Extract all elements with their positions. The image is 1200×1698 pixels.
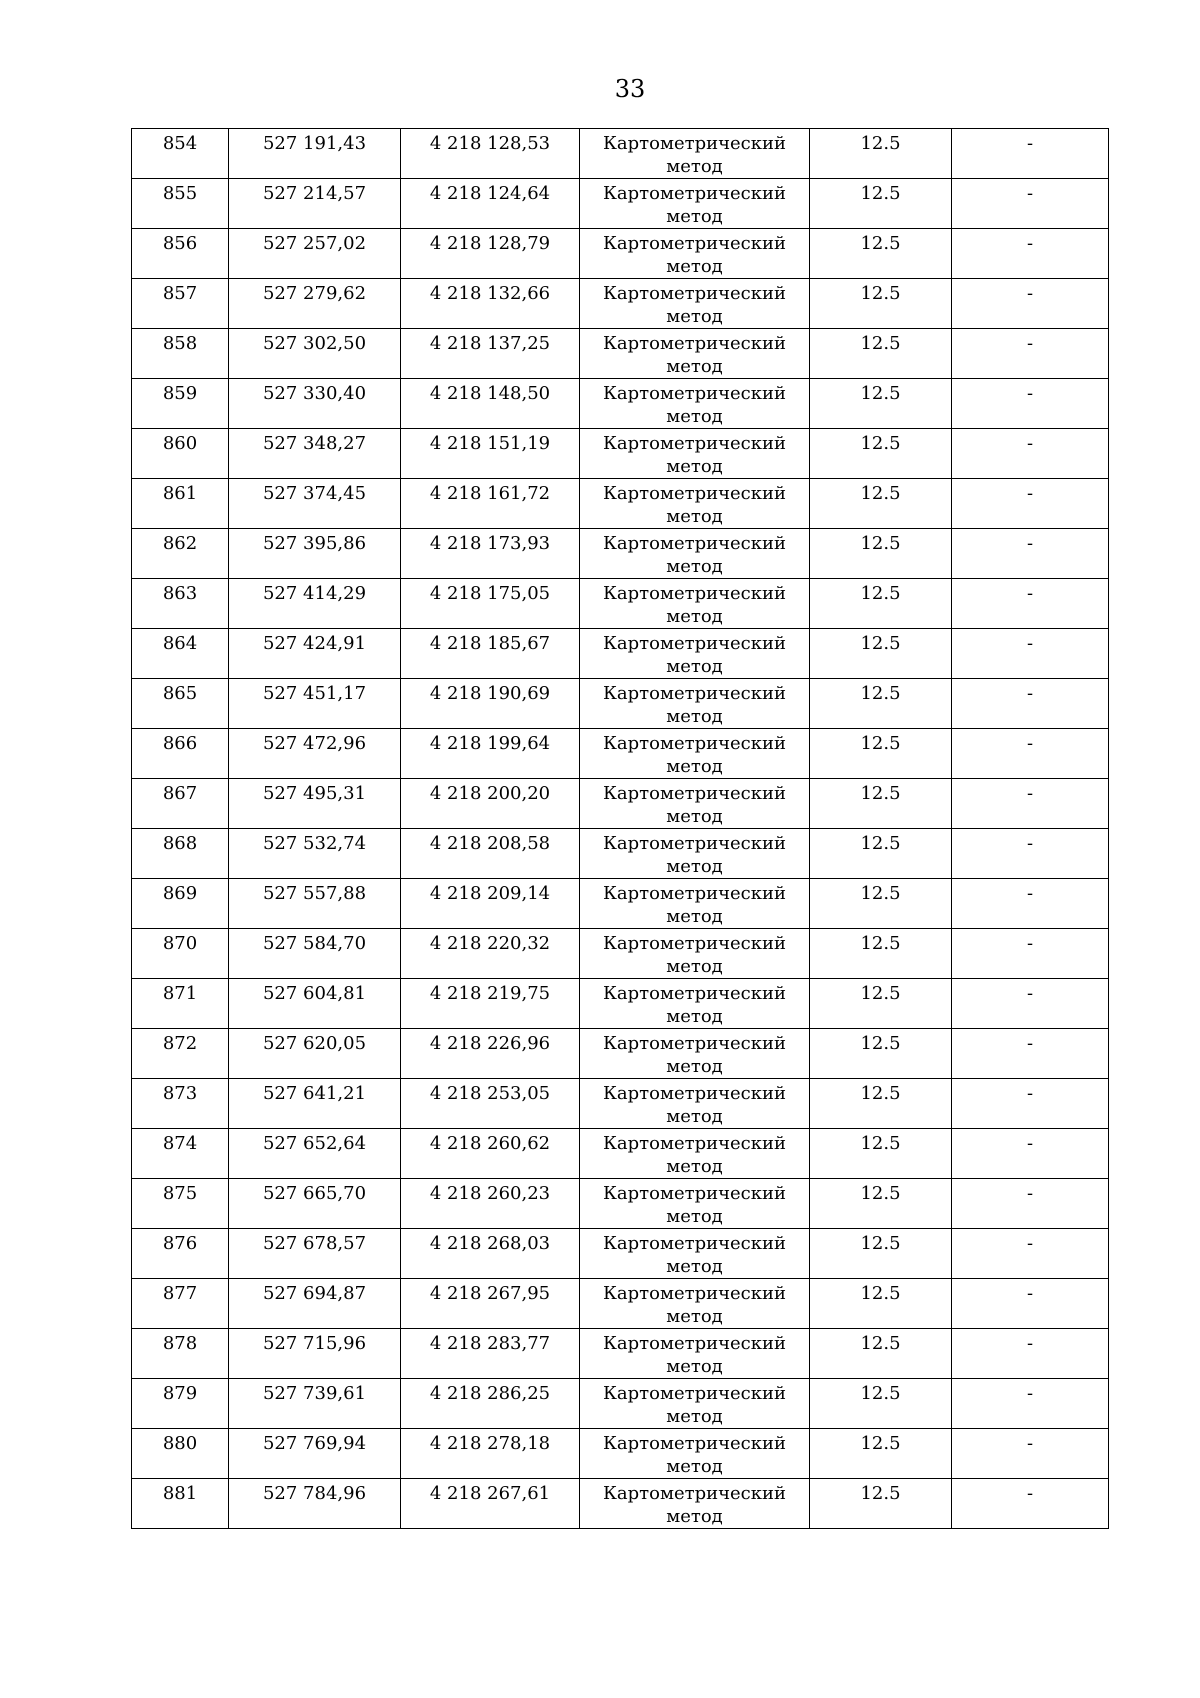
- method-cell: [580, 1279, 810, 1329]
- point-number-cell: 862: [132, 529, 229, 579]
- method-text-line2: метод: [666, 1456, 723, 1477]
- method-text-line2: метод: [666, 1506, 723, 1527]
- note-cell: -: [952, 1129, 1109, 1179]
- point-number-cell: 873: [132, 1079, 229, 1129]
- point-number-cell: 869: [132, 879, 229, 929]
- method-cell: [580, 1029, 810, 1079]
- method-text-line2: метод: [666, 656, 723, 677]
- table-row: [132, 929, 1109, 979]
- x-coordinate-cell: 527 302,50: [229, 329, 401, 379]
- y-coordinate-cell: 4 218 283,77: [401, 1329, 580, 1379]
- method-text-line2: метод: [666, 206, 723, 227]
- method-text-line1: Картометрический: [603, 1483, 786, 1504]
- x-coordinate-cell: 527 257,02: [229, 229, 401, 279]
- accuracy-cell: 12.5: [810, 679, 952, 729]
- y-coordinate-cell: 4 218 132,66: [401, 279, 580, 329]
- x-coordinate-cell: 527 557,88: [229, 879, 401, 929]
- accuracy-cell: 12.5: [810, 129, 952, 179]
- point-number-cell: 865: [132, 679, 229, 729]
- point-number-cell: 860: [132, 429, 229, 479]
- accuracy-cell: 12.5: [810, 779, 952, 829]
- note-cell: -: [952, 579, 1109, 629]
- table-row: [132, 979, 1109, 1029]
- method-cell: [580, 1229, 810, 1279]
- method-cell: [580, 279, 810, 329]
- note-cell: -: [952, 379, 1109, 429]
- accuracy-cell: 12.5: [810, 479, 952, 529]
- method-text-line2: метод: [666, 406, 723, 427]
- method-cell: [580, 329, 810, 379]
- point-number-cell: 857: [132, 279, 229, 329]
- table-row: [132, 179, 1109, 229]
- method-text-line1: Картометрический: [603, 383, 786, 404]
- note-cell: -: [952, 1429, 1109, 1479]
- method-text-line2: метод: [666, 1306, 723, 1327]
- method-cell: [580, 829, 810, 879]
- x-coordinate-cell: 527 330,40: [229, 379, 401, 429]
- accuracy-cell: 12.5: [810, 1279, 952, 1329]
- method-cell: [580, 1129, 810, 1179]
- y-coordinate-cell: 4 218 190,69: [401, 679, 580, 729]
- x-coordinate-cell: 527 665,70: [229, 1179, 401, 1229]
- x-coordinate-cell: 527 348,27: [229, 429, 401, 479]
- table-row: [132, 1329, 1109, 1379]
- point-number-cell: 866: [132, 729, 229, 779]
- method-text-line2: метод: [666, 756, 723, 777]
- accuracy-cell: 12.5: [810, 1079, 952, 1129]
- table-row: [132, 1229, 1109, 1279]
- y-coordinate-cell: 4 218 137,25: [401, 329, 580, 379]
- y-coordinate-cell: 4 218 124,64: [401, 179, 580, 229]
- y-coordinate-cell: 4 218 161,72: [401, 479, 580, 529]
- method-text-line1: Картометрический: [603, 1383, 786, 1404]
- method-cell: [580, 1179, 810, 1229]
- method-text-line1: Картометрический: [603, 483, 786, 504]
- note-cell: -: [952, 729, 1109, 779]
- point-number-cell: 867: [132, 779, 229, 829]
- accuracy-cell: 12.5: [810, 429, 952, 479]
- point-number-cell: 858: [132, 329, 229, 379]
- x-coordinate-cell: 527 652,64: [229, 1129, 401, 1179]
- method-cell: [580, 1479, 810, 1529]
- method-text-line1: Картометрический: [603, 683, 786, 704]
- method-text-line1: Картометрический: [603, 633, 786, 654]
- coordinates-table-body: [132, 129, 1109, 1529]
- method-text-line1: Картометрический: [603, 583, 786, 604]
- method-cell: [580, 229, 810, 279]
- method-text-line1: Картометрический: [603, 833, 786, 854]
- table-row: [132, 1429, 1109, 1479]
- point-number-cell: 875: [132, 1179, 229, 1229]
- note-cell: -: [952, 829, 1109, 879]
- method-text-line2: метод: [666, 306, 723, 327]
- x-coordinate-cell: 527 424,91: [229, 629, 401, 679]
- point-number-cell: 874: [132, 1129, 229, 1179]
- method-text-line2: метод: [666, 256, 723, 277]
- accuracy-cell: 12.5: [810, 179, 952, 229]
- method-text-line2: метод: [666, 1156, 723, 1177]
- point-number-cell: 868: [132, 829, 229, 879]
- table-row: [132, 379, 1109, 429]
- method-cell: [580, 679, 810, 729]
- point-number-cell: 880: [132, 1429, 229, 1479]
- y-coordinate-cell: 4 218 200,20: [401, 779, 580, 829]
- accuracy-cell: 12.5: [810, 229, 952, 279]
- method-text-line1: Картометрический: [603, 1083, 786, 1104]
- x-coordinate-cell: 527 769,94: [229, 1429, 401, 1479]
- accuracy-cell: 12.5: [810, 1329, 952, 1379]
- point-number-cell: 876: [132, 1229, 229, 1279]
- note-cell: -: [952, 979, 1109, 1029]
- table-row: [132, 1079, 1109, 1129]
- method-text-line2: метод: [666, 1256, 723, 1277]
- x-coordinate-cell: 527 495,31: [229, 779, 401, 829]
- method-cell: [580, 429, 810, 479]
- point-number-cell: 861: [132, 479, 229, 529]
- method-text-line1: Картометрический: [603, 433, 786, 454]
- method-text-line2: метод: [666, 606, 723, 627]
- y-coordinate-cell: 4 218 175,05: [401, 579, 580, 629]
- method-text-line2: метод: [666, 1106, 723, 1127]
- method-cell: [580, 1079, 810, 1129]
- note-cell: -: [952, 229, 1109, 279]
- method-text-line2: метод: [666, 556, 723, 577]
- accuracy-cell: 12.5: [810, 1179, 952, 1229]
- method-text-line1: Картометрический: [603, 783, 786, 804]
- note-cell: -: [952, 279, 1109, 329]
- method-text-line2: метод: [666, 1356, 723, 1377]
- table-row: [132, 279, 1109, 329]
- method-text-line1: Картометрический: [603, 283, 786, 304]
- note-cell: -: [952, 429, 1109, 479]
- method-text-line2: метод: [666, 456, 723, 477]
- x-coordinate-cell: 527 739,61: [229, 1379, 401, 1429]
- x-coordinate-cell: 527 584,70: [229, 929, 401, 979]
- method-text-line2: метод: [666, 156, 723, 177]
- y-coordinate-cell: 4 218 253,05: [401, 1079, 580, 1129]
- method-cell: [580, 1329, 810, 1379]
- method-text-line1: Картометрический: [603, 1133, 786, 1154]
- method-text-line1: Картометрический: [603, 733, 786, 754]
- accuracy-cell: 12.5: [810, 1129, 952, 1179]
- table-row: [132, 529, 1109, 579]
- y-coordinate-cell: 4 218 260,62: [401, 1129, 580, 1179]
- table-row: [132, 429, 1109, 479]
- accuracy-cell: 12.5: [810, 929, 952, 979]
- point-number-cell: 854: [132, 129, 229, 179]
- y-coordinate-cell: 4 218 128,53: [401, 129, 580, 179]
- table-row: [132, 129, 1109, 179]
- table-row: [132, 329, 1109, 379]
- y-coordinate-cell: 4 218 267,95: [401, 1279, 580, 1329]
- method-text-line2: метод: [666, 1006, 723, 1027]
- method-text-line2: метод: [666, 806, 723, 827]
- method-text-line1: Картометрический: [603, 933, 786, 954]
- y-coordinate-cell: 4 218 173,93: [401, 529, 580, 579]
- point-number-cell: 872: [132, 1029, 229, 1079]
- method-text-line1: Картометрический: [603, 983, 786, 1004]
- table-row: [132, 1129, 1109, 1179]
- y-coordinate-cell: 4 218 148,50: [401, 379, 580, 429]
- note-cell: -: [952, 1279, 1109, 1329]
- x-coordinate-cell: 527 191,43: [229, 129, 401, 179]
- table-row: [132, 1029, 1109, 1079]
- method-cell: [580, 929, 810, 979]
- accuracy-cell: 12.5: [810, 579, 952, 629]
- method-text-line1: Картометрический: [603, 883, 786, 904]
- note-cell: -: [952, 1479, 1109, 1529]
- x-coordinate-cell: 527 604,81: [229, 979, 401, 1029]
- method-cell: [580, 129, 810, 179]
- y-coordinate-cell: 4 218 209,14: [401, 879, 580, 929]
- x-coordinate-cell: 527 532,74: [229, 829, 401, 879]
- method-text-line1: Картометрический: [603, 1333, 786, 1354]
- accuracy-cell: 12.5: [810, 379, 952, 429]
- table-row: [132, 1379, 1109, 1429]
- accuracy-cell: 12.5: [810, 1229, 952, 1279]
- note-cell: -: [952, 1179, 1109, 1229]
- note-cell: -: [952, 179, 1109, 229]
- x-coordinate-cell: 527 395,86: [229, 529, 401, 579]
- y-coordinate-cell: 4 218 286,25: [401, 1379, 580, 1429]
- y-coordinate-cell: 4 218 128,79: [401, 229, 580, 279]
- accuracy-cell: 12.5: [810, 329, 952, 379]
- y-coordinate-cell: 4 218 260,23: [401, 1179, 580, 1229]
- table-row: [132, 229, 1109, 279]
- method-text-line2: метод: [666, 356, 723, 377]
- method-text-line2: метод: [666, 706, 723, 727]
- accuracy-cell: 12.5: [810, 1479, 952, 1529]
- accuracy-cell: 12.5: [810, 1029, 952, 1079]
- point-number-cell: 855: [132, 179, 229, 229]
- note-cell: -: [952, 529, 1109, 579]
- x-coordinate-cell: 527 641,21: [229, 1079, 401, 1129]
- y-coordinate-cell: 4 218 268,03: [401, 1229, 580, 1279]
- note-cell: -: [952, 1029, 1109, 1079]
- method-text-line2: метод: [666, 506, 723, 527]
- note-cell: -: [952, 1079, 1109, 1129]
- accuracy-cell: 12.5: [810, 729, 952, 779]
- method-text-line2: метод: [666, 906, 723, 927]
- method-cell: [580, 629, 810, 679]
- x-coordinate-cell: 527 414,29: [229, 579, 401, 629]
- accuracy-cell: 12.5: [810, 629, 952, 679]
- note-cell: -: [952, 779, 1109, 829]
- x-coordinate-cell: 527 678,57: [229, 1229, 401, 1279]
- method-text-line1: Картометрический: [603, 1033, 786, 1054]
- method-text-line1: Картометрический: [603, 233, 786, 254]
- accuracy-cell: 12.5: [810, 829, 952, 879]
- y-coordinate-cell: 4 218 220,32: [401, 929, 580, 979]
- point-number-cell: 877: [132, 1279, 229, 1329]
- method-cell: [580, 1379, 810, 1429]
- x-coordinate-cell: 527 620,05: [229, 1029, 401, 1079]
- table-row: [132, 579, 1109, 629]
- table-row: [132, 779, 1109, 829]
- method-text-line1: Картометрический: [603, 1183, 786, 1204]
- x-coordinate-cell: 527 784,96: [229, 1479, 401, 1529]
- table-row: [132, 879, 1109, 929]
- note-cell: -: [952, 129, 1109, 179]
- note-cell: -: [952, 629, 1109, 679]
- point-number-cell: 871: [132, 979, 229, 1029]
- table-row: [132, 1479, 1109, 1529]
- y-coordinate-cell: 4 218 219,75: [401, 979, 580, 1029]
- method-text-line1: Картометрический: [603, 183, 786, 204]
- point-number-cell: 881: [132, 1479, 229, 1529]
- table-row: [132, 1279, 1109, 1329]
- note-cell: -: [952, 1229, 1109, 1279]
- method-text-line1: Картометрический: [603, 133, 786, 154]
- x-coordinate-cell: 527 694,87: [229, 1279, 401, 1329]
- method-cell: [580, 179, 810, 229]
- method-text-line2: метод: [666, 956, 723, 977]
- method-cell: [580, 779, 810, 829]
- method-cell: [580, 379, 810, 429]
- method-cell: [580, 479, 810, 529]
- method-cell: [580, 579, 810, 629]
- method-cell: [580, 979, 810, 1029]
- note-cell: -: [952, 929, 1109, 979]
- method-text-line2: метод: [666, 1206, 723, 1227]
- table-row: [132, 479, 1109, 529]
- table-row: [132, 1179, 1109, 1229]
- y-coordinate-cell: 4 218 278,18: [401, 1429, 580, 1479]
- table-row: [132, 729, 1109, 779]
- method-text-line1: Картометрический: [603, 1233, 786, 1254]
- point-number-cell: 864: [132, 629, 229, 679]
- method-text-line1: Картометрический: [603, 1433, 786, 1454]
- x-coordinate-cell: 527 715,96: [229, 1329, 401, 1379]
- point-number-cell: 878: [132, 1329, 229, 1379]
- coordinates-table: [131, 128, 1109, 1529]
- method-cell: [580, 729, 810, 779]
- y-coordinate-cell: 4 218 267,61: [401, 1479, 580, 1529]
- note-cell: -: [952, 479, 1109, 529]
- method-text-line1: Картометрический: [603, 333, 786, 354]
- table-row: [132, 679, 1109, 729]
- point-number-cell: 856: [132, 229, 229, 279]
- accuracy-cell: 12.5: [810, 529, 952, 579]
- method-cell: [580, 879, 810, 929]
- method-text-line1: Картометрический: [603, 1283, 786, 1304]
- y-coordinate-cell: 4 218 151,19: [401, 429, 580, 479]
- method-cell: [580, 1429, 810, 1479]
- y-coordinate-cell: 4 218 185,67: [401, 629, 580, 679]
- point-number-cell: 879: [132, 1379, 229, 1429]
- table-row: [132, 629, 1109, 679]
- x-coordinate-cell: 527 472,96: [229, 729, 401, 779]
- table-row: [132, 829, 1109, 879]
- x-coordinate-cell: 527 214,57: [229, 179, 401, 229]
- accuracy-cell: 12.5: [810, 879, 952, 929]
- accuracy-cell: 12.5: [810, 979, 952, 1029]
- note-cell: -: [952, 879, 1109, 929]
- y-coordinate-cell: 4 218 208,58: [401, 829, 580, 879]
- note-cell: -: [952, 329, 1109, 379]
- note-cell: -: [952, 1329, 1109, 1379]
- method-text-line2: метод: [666, 856, 723, 877]
- point-number-cell: 863: [132, 579, 229, 629]
- note-cell: -: [952, 1379, 1109, 1429]
- note-cell: -: [952, 679, 1109, 729]
- y-coordinate-cell: 4 218 226,96: [401, 1029, 580, 1079]
- method-text-line2: метод: [666, 1056, 723, 1077]
- method-cell: [580, 529, 810, 579]
- x-coordinate-cell: 527 451,17: [229, 679, 401, 729]
- page-number: 33: [614, 75, 646, 103]
- y-coordinate-cell: 4 218 199,64: [401, 729, 580, 779]
- x-coordinate-cell: 527 374,45: [229, 479, 401, 529]
- accuracy-cell: 12.5: [810, 1429, 952, 1479]
- point-number-cell: 870: [132, 929, 229, 979]
- x-coordinate-cell: 527 279,62: [229, 279, 401, 329]
- method-text-line2: метод: [666, 1406, 723, 1427]
- accuracy-cell: 12.5: [810, 279, 952, 329]
- accuracy-cell: 12.5: [810, 1379, 952, 1429]
- point-number-cell: 859: [132, 379, 229, 429]
- method-text-line1: Картометрический: [603, 533, 786, 554]
